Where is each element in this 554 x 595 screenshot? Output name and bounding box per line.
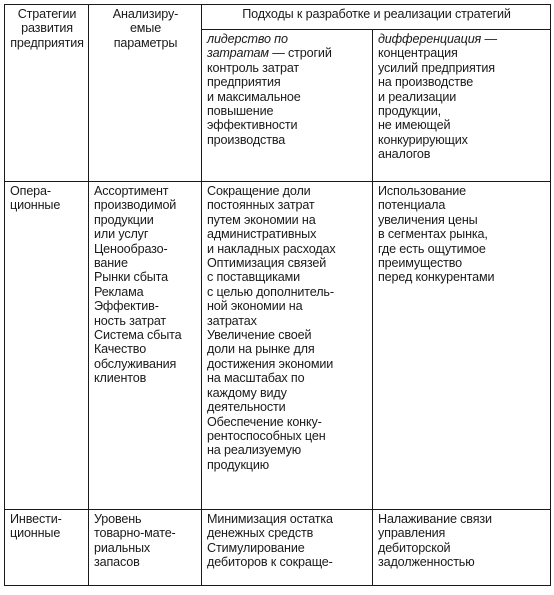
cell-line: преимущество — [378, 256, 463, 271]
header-differentiation-line: конкурирующих — [378, 132, 468, 147]
cell-line: каждому виду — [207, 385, 287, 400]
page — [4, 4, 550, 591]
cell-line: Инвести- — [10, 512, 62, 526]
cell-strategy — [5, 182, 89, 510]
header-leadership-term-italic: затратам — [207, 46, 269, 61]
cell-line: Качество — [94, 342, 147, 357]
cell-differentiation — [373, 182, 551, 510]
cell-line: запасов — [94, 555, 140, 570]
cell-line: производимой — [94, 198, 177, 213]
header-leadership-line: контроль затрат — [207, 60, 300, 75]
cell-line: и накладных расходах — [207, 241, 336, 256]
header-strategies-line: Стратегии — [17, 7, 77, 21]
cell-line: или услуг — [94, 227, 149, 242]
cell-line: Ценообразо- — [94, 241, 168, 256]
header-differentiation-line: не имеющей — [378, 118, 451, 133]
header-differentiation-line: и реализации — [378, 89, 457, 104]
cell-line: увеличения цены — [378, 212, 478, 227]
cell-strategy — [5, 510, 89, 586]
cell-line: ность затрат — [94, 313, 167, 328]
header-strategies-line: предприятия — [10, 35, 84, 50]
cell-line: постоянных затрат — [207, 198, 315, 213]
header-differentiation-term-rest: — — [481, 32, 497, 46]
cell-line: ной экономии на — [207, 299, 303, 314]
cell-line: Реклама — [94, 284, 144, 299]
header-approaches: Подходы к разработке и реализации стратегий — [202, 5, 551, 30]
header-leadership-line: повышение — [207, 104, 274, 119]
cell-line: продукции — [94, 212, 154, 227]
table-row-investment — [5, 510, 551, 586]
cell-line: с поставщиками — [207, 270, 301, 285]
cell-leadership — [202, 182, 373, 510]
cell-line: административных — [207, 227, 317, 242]
cell-line: продукцию — [207, 457, 270, 472]
header-leadership-line: предприятия — [207, 75, 281, 90]
cell-line: Минимизация остатка — [207, 512, 333, 526]
cell-differentiation — [373, 510, 551, 586]
header-strategies-line: развития — [21, 21, 73, 36]
header-differentiation-line: усилий предприятия — [378, 60, 495, 75]
cell-line: клиентов — [94, 371, 147, 386]
cell-line: Рынки сбыта — [94, 270, 168, 285]
cell-line: достижения экономии — [207, 356, 334, 371]
strategies-table — [4, 4, 551, 586]
cell-line: Использование — [378, 184, 467, 198]
cell-line: путем экономии на — [207, 212, 316, 227]
cell-line: Стимулирование — [207, 540, 305, 555]
cell-line: Система сбыта — [94, 328, 182, 343]
cell-line: с целью дополнитель- — [207, 284, 334, 299]
cell-line: Уровень — [94, 512, 142, 526]
cell-line: рентоспособных цен — [207, 428, 326, 443]
header-leadership-term-rest: — строгий — [268, 46, 332, 61]
cell-line: потенциала — [378, 198, 446, 213]
header-differentiation-term-line — [378, 32, 546, 46]
header-leadership — [202, 30, 373, 182]
header-leadership-term: лидерство по — [207, 32, 288, 46]
cell-line: Увеличение своей — [207, 328, 312, 343]
header-parameters — [89, 5, 202, 182]
header-leadership-line: производства — [207, 132, 286, 147]
cell-line: денежных средств — [207, 526, 314, 541]
cell-line: в сегментах рынка, — [378, 227, 488, 242]
cell-line: затратах — [207, 313, 257, 328]
header-parameters-line: емые — [129, 21, 162, 36]
cell-line: Эффектив- — [94, 299, 159, 314]
header-row-1 — [5, 5, 551, 30]
cell-line: ционные — [10, 198, 61, 213]
header-strategies — [5, 5, 89, 182]
header-leadership-term-line2 — [207, 46, 368, 60]
cell-line: ционные — [10, 526, 61, 541]
header-differentiation-line: аналогов — [378, 147, 431, 162]
cell-line: Обеспечение конку- — [207, 414, 322, 429]
cell-line: Сокращение доли — [207, 184, 311, 198]
cell-line: риальных — [94, 540, 151, 555]
cell-line: на масштабах по — [207, 371, 305, 386]
cell-line: вание — [94, 256, 128, 271]
cell-leadership — [202, 510, 373, 586]
cell-line: обслуживания — [94, 356, 177, 371]
header-differentiation-line: продукции, — [378, 104, 441, 119]
cell-line: Налаживание связи — [378, 512, 492, 526]
cell-parameters — [89, 510, 202, 586]
cell-line: перед конкурентами — [378, 270, 495, 285]
cell-line: дебиторской — [378, 540, 451, 555]
cell-line: дебиторов к сокраще- — [207, 555, 333, 570]
cell-line: деятельности — [207, 400, 286, 415]
cell-line: управления — [378, 526, 446, 541]
header-leadership-line: и максимальное — [207, 89, 301, 104]
cell-line: задолженностью — [378, 555, 475, 570]
cell-line: товарно-мате- — [94, 526, 176, 541]
header-differentiation-term: дифференциация — [378, 32, 482, 46]
header-leadership-line: эффективности — [207, 118, 298, 133]
cell-line: доли на рынке для — [207, 342, 315, 357]
cell-line: где есть ощутимое — [378, 241, 486, 256]
cell-line: Оптимизация связей — [207, 256, 327, 271]
header-parameters-line: параметры — [113, 35, 178, 50]
header-differentiation — [373, 30, 551, 182]
cell-line: на реализуемую — [207, 443, 302, 458]
header-differentiation-line: на производстве — [378, 75, 474, 90]
table-row-operational — [5, 182, 551, 510]
cell-parameters — [89, 182, 202, 510]
header-differentiation-line: концентрация — [378, 46, 458, 61]
header-parameters-line: Анализиру- — [112, 7, 179, 21]
cell-line: Опера- — [10, 184, 51, 198]
cell-line: Ассортимент — [94, 184, 169, 198]
